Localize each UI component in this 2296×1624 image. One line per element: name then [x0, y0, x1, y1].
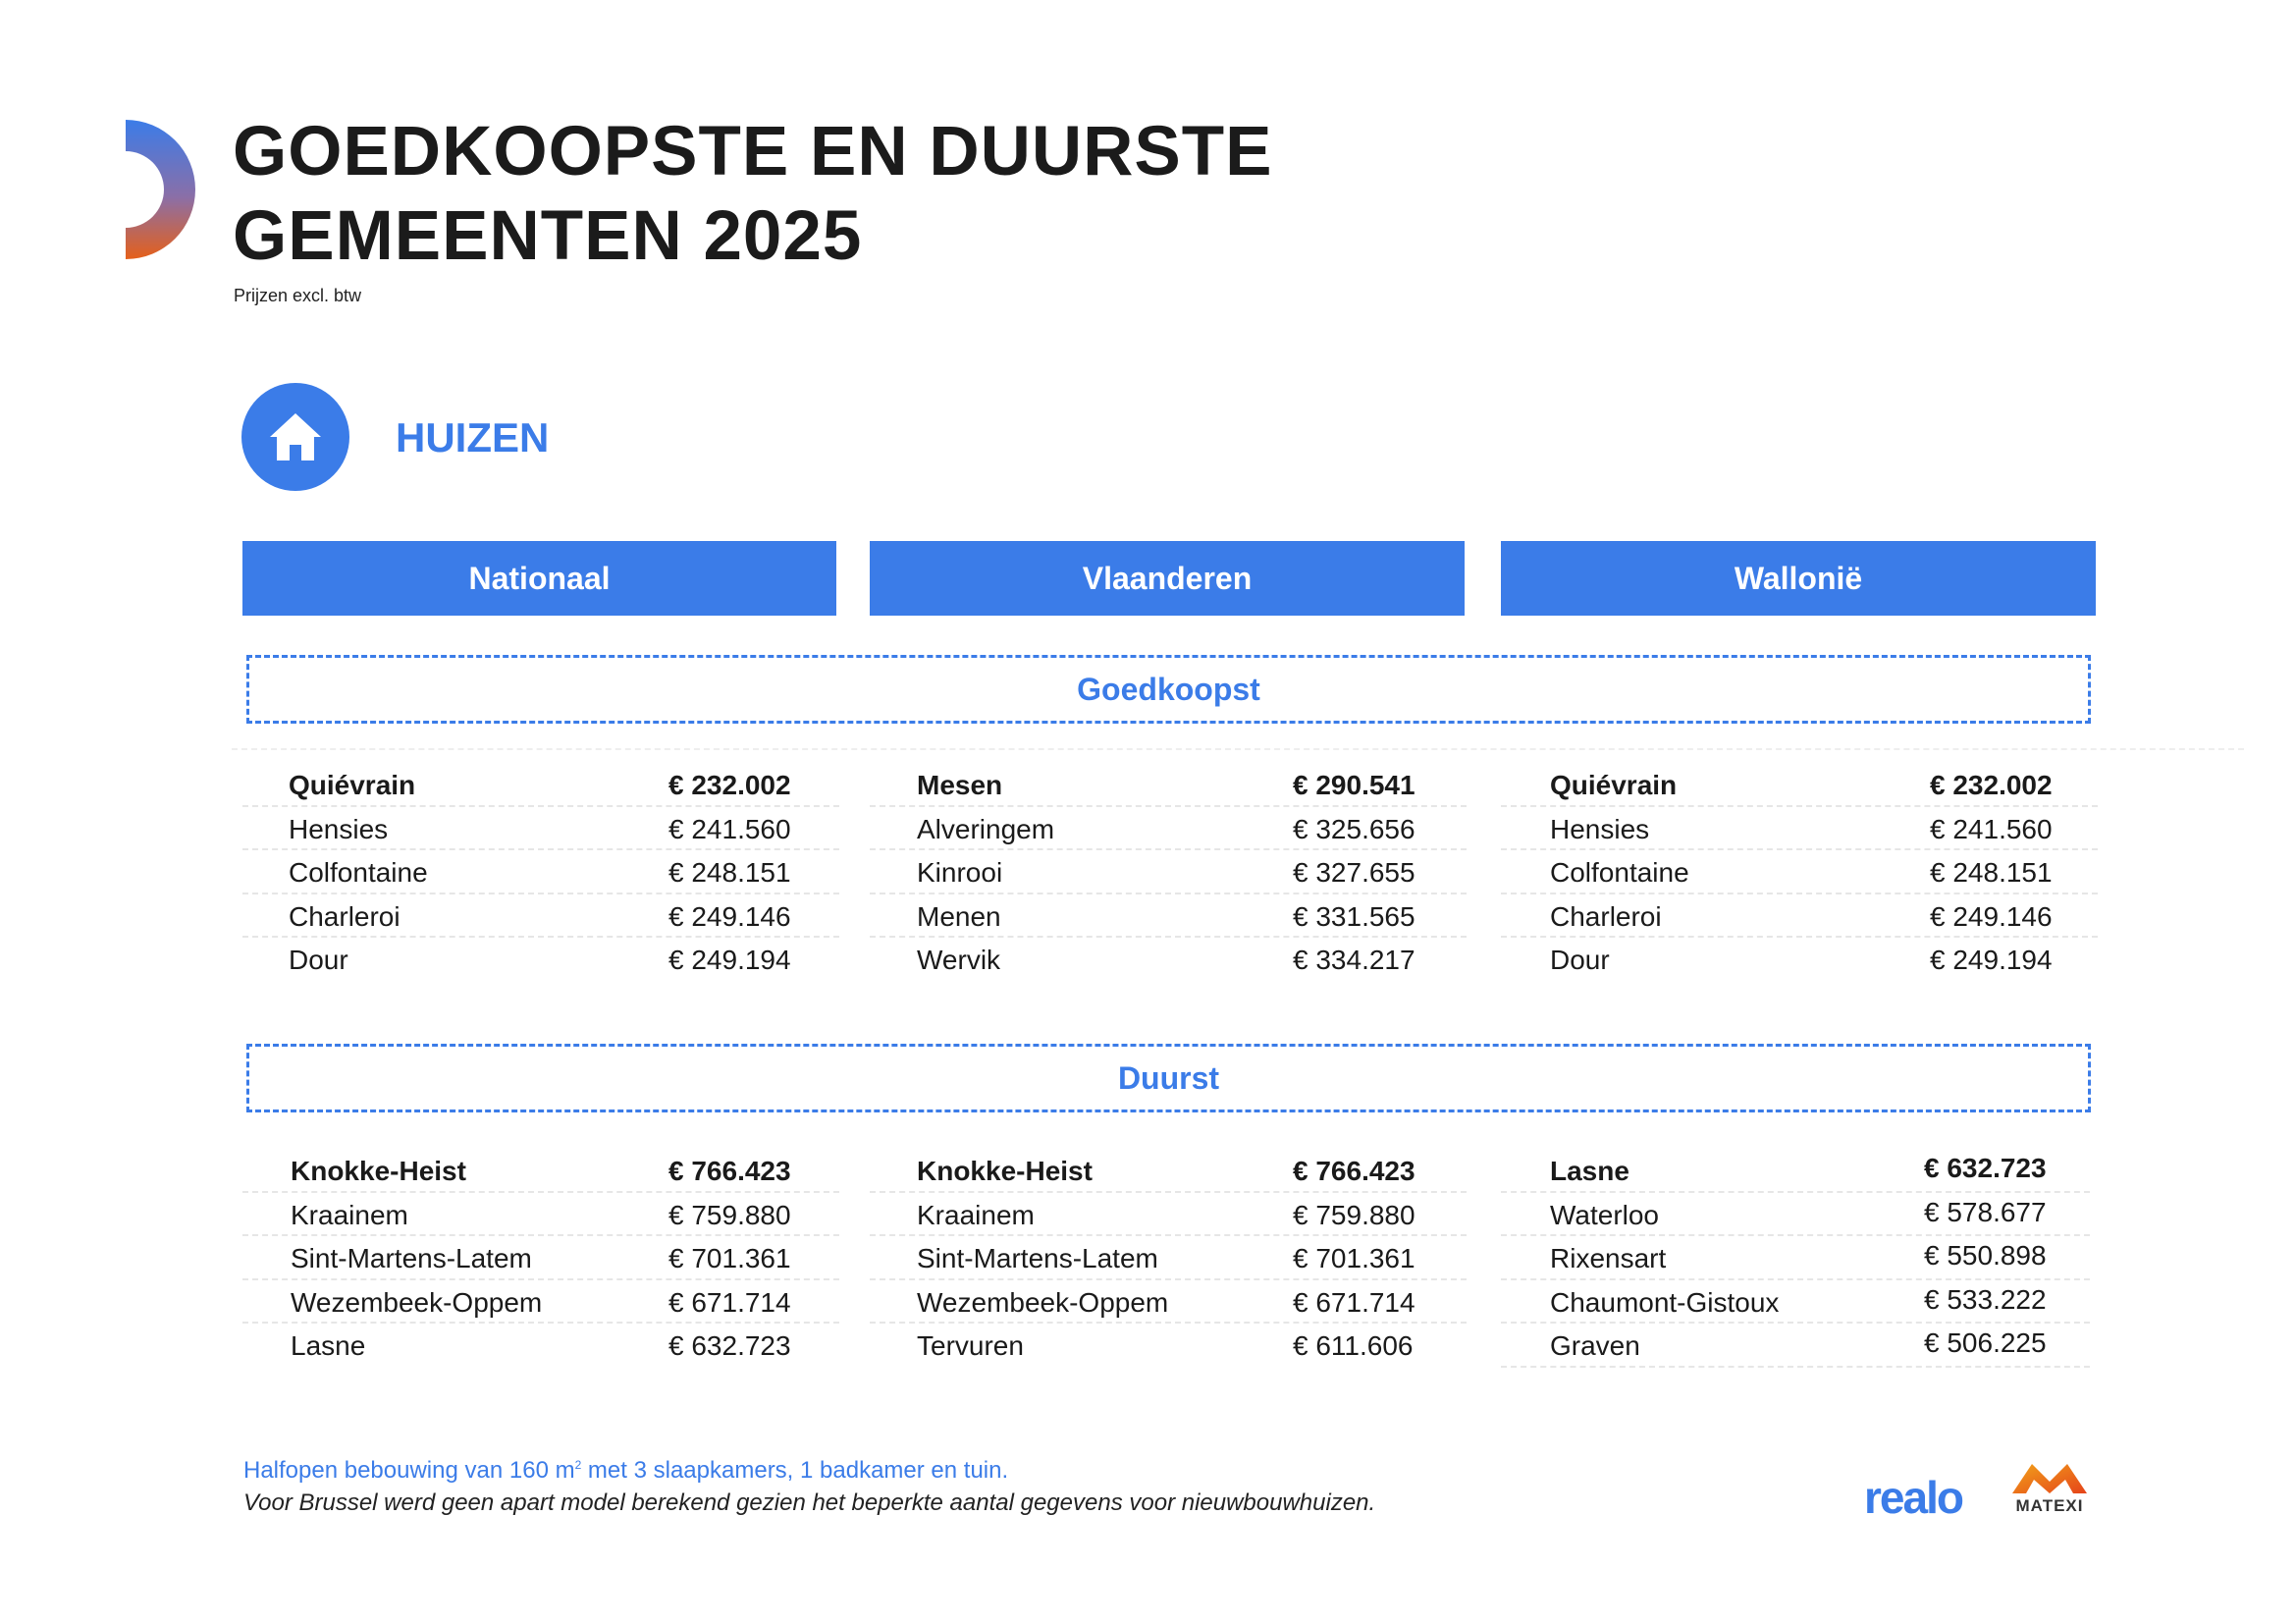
table-row: [242, 1193, 839, 1237]
municipality-name: Kraainem: [917, 1199, 1035, 1230]
price-value: € 325.656: [1293, 813, 1415, 844]
table-row: [870, 1280, 1467, 1325]
price-value: € 578.677: [1924, 1196, 2047, 1227]
price-value: € 701.361: [1293, 1243, 1415, 1273]
municipality-name: Sint-Martens-Latem: [291, 1243, 532, 1273]
table-row: [1501, 763, 2098, 807]
table-row: [1501, 1236, 2090, 1280]
page-title: [233, 110, 1273, 279]
table-row: [870, 1324, 1467, 1368]
price-value: € 759.880: [668, 1199, 791, 1230]
realo-logo: realo: [1864, 1472, 1962, 1523]
price-value: € 759.880: [1293, 1199, 1415, 1230]
table-row: [1501, 850, 2098, 894]
municipality-name: Mesen: [917, 770, 1003, 800]
table-row: [242, 1149, 839, 1193]
tab-nationaal[interactable]: Nationaal: [242, 541, 836, 616]
municipality-name: Quiévrain: [289, 770, 416, 800]
price-value: € 533.222: [1924, 1283, 2047, 1315]
table-row: [870, 1193, 1467, 1237]
footnote-brussels: Voor Brussel werd geen apart model berekend gezien het beperkte aantal gegevens voor nieuwbouwhuizen.: [243, 1489, 1376, 1516]
house-badge: [241, 383, 349, 491]
divider: [232, 748, 2244, 750]
price-value: € 334.217: [1293, 945, 1415, 975]
municipality-name: Colfontaine: [1550, 857, 1689, 888]
table-row: [870, 1149, 1467, 1193]
footnote-model-sup: 2: [574, 1458, 582, 1472]
price-value: € 766.423: [668, 1156, 791, 1186]
price-value: € 506.225: [1924, 1327, 2047, 1358]
table-row: [1501, 1324, 2090, 1368]
price-value: € 632.723: [668, 1330, 791, 1361]
municipality-name: Knokke-Heist: [291, 1156, 466, 1186]
table-row: [1501, 938, 2098, 982]
municipality-name: Hensies: [289, 813, 389, 844]
price-value: € 249.194: [1930, 945, 2053, 975]
municipality-name: Dour: [1550, 945, 1610, 975]
municipality-name: Lasne: [1550, 1156, 1629, 1186]
cheapest-table-nationaal: [242, 763, 839, 982]
expensive-table-nationaal: [242, 1149, 839, 1368]
expensive-table-vlaanderen: [870, 1149, 1467, 1368]
municipality-name: Chaumont-Gistoux: [1550, 1286, 1780, 1318]
municipality-name: Charleroi: [1550, 900, 1662, 932]
table-row: [242, 894, 839, 939]
price-value: € 241.560: [1930, 813, 2053, 844]
municipality-name: Rixensart: [1550, 1243, 1667, 1273]
table-row: [242, 763, 839, 807]
price-value: € 249.194: [668, 945, 791, 975]
page-title-line2: GEMEENTEN 2025: [233, 197, 863, 275]
page-title-line1: GOEDKOOPSTE EN DUURSTE: [233, 113, 1273, 190]
table-row: [242, 1236, 839, 1280]
table-row: [870, 763, 1467, 807]
price-value: € 290.541: [1293, 770, 1415, 800]
municipality-name: Wezembeek-Oppem: [291, 1286, 543, 1318]
municipality-name: Colfontaine: [289, 857, 428, 888]
cheapest-table-vlaanderen: [870, 763, 1467, 982]
table-row: [870, 850, 1467, 894]
municipality-name: Menen: [917, 900, 1001, 932]
municipality-name: Graven: [1550, 1330, 1640, 1361]
table-row: [242, 807, 839, 851]
group-header-cheapest: Goedkoopst: [246, 655, 2091, 724]
price-note: Prijzen excl. btw: [234, 286, 362, 305]
municipality-name: Knokke-Heist: [917, 1156, 1093, 1186]
municipality-name: Kinrooi: [917, 857, 1003, 888]
price-value: € 331.565: [1293, 900, 1415, 932]
municipality-name: Lasne: [291, 1330, 366, 1361]
table-row: [1501, 1193, 2090, 1237]
brand-arc-logo: [126, 120, 198, 259]
footnote-model-text-a: Halfopen bebouwing van 160 m: [243, 1457, 575, 1484]
price-value: € 611.606: [1293, 1330, 1414, 1361]
table-row: [242, 1324, 839, 1368]
price-value: € 249.146: [1930, 900, 2053, 932]
tab-wallonie[interactable]: Wallonië: [1501, 541, 2096, 616]
group-header-expensive: Duurst: [246, 1044, 2091, 1112]
price-value: € 249.146: [668, 900, 791, 932]
table-row: [870, 1236, 1467, 1280]
municipality-name: Charleroi: [289, 900, 400, 932]
house-icon: [268, 411, 323, 462]
table-row: [1501, 894, 2098, 939]
table-row: [1501, 1280, 2090, 1325]
municipality-name: Wervik: [917, 945, 1001, 975]
municipality-name: Dour: [289, 945, 348, 975]
municipality-name: Wezembeek-Oppem: [917, 1286, 1169, 1318]
table-row: [242, 850, 839, 894]
table-row: [870, 807, 1467, 851]
table-row: [1501, 807, 2098, 851]
municipality-name: Quiévrain: [1550, 770, 1678, 800]
municipality-name: Kraainem: [291, 1199, 408, 1230]
price-value: € 550.898: [1924, 1240, 2047, 1271]
table-row: [242, 938, 839, 982]
municipality-name: Tervuren: [917, 1330, 1024, 1361]
table-row: [870, 938, 1467, 982]
municipality-name: Hensies: [1550, 813, 1650, 844]
price-value: € 327.655: [1293, 857, 1415, 888]
price-value: € 632.723: [1924, 1153, 2047, 1183]
matexi-wordmark: MATEXI: [2015, 1496, 2084, 1515]
tab-vlaanderen[interactable]: Vlaanderen: [870, 541, 1465, 616]
municipality-name: Sint-Martens-Latem: [917, 1243, 1158, 1273]
price-value: € 701.361: [668, 1243, 791, 1273]
price-value: € 241.560: [668, 813, 791, 844]
price-value: € 671.714: [1293, 1286, 1415, 1318]
table-row: [1501, 1149, 2090, 1193]
price-value: € 248.151: [668, 857, 791, 888]
price-value: € 232.002: [1930, 770, 2053, 800]
expensive-table-wallonie: [1501, 1149, 2090, 1368]
price-value: € 232.002: [668, 770, 791, 800]
price-value: € 248.151: [1930, 857, 2053, 888]
price-value: € 766.423: [1293, 1156, 1415, 1186]
table-row: [242, 1280, 839, 1325]
footnote-model: [243, 1457, 1008, 1485]
price-value: € 671.714: [668, 1286, 791, 1318]
footnote-model-text-b: met 3 slaapkamers, 1 badkamer en tuin.: [581, 1457, 1009, 1484]
municipality-name: Alveringem: [917, 813, 1055, 844]
cheapest-table-wallonie: [1501, 763, 2098, 982]
section-label-huizen: HUIZEN: [396, 414, 550, 460]
table-row: [870, 894, 1467, 939]
municipality-name: Waterloo: [1550, 1199, 1660, 1230]
